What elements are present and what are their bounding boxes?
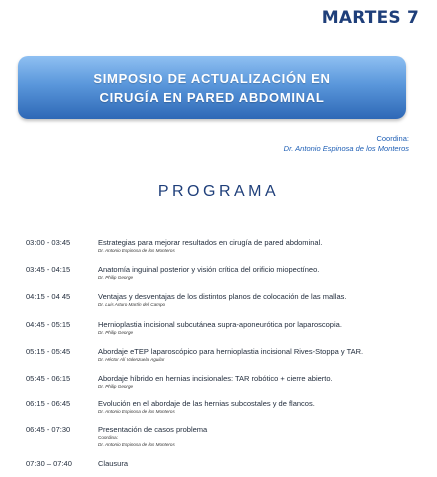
session-details xyxy=(98,320,418,337)
session-title: Anatomía inguinal posterior y visión crítica del orificio miopectíneo. xyxy=(98,265,320,274)
session-speaker: Dr. Philip George xyxy=(98,384,134,389)
symposium-banner xyxy=(18,56,406,119)
coordination-label: Coordina: xyxy=(376,134,409,143)
session-title: Clausura xyxy=(98,459,129,468)
session-time: 06:15 - 06:45 xyxy=(26,399,71,408)
session-title: Presentación de casos problema xyxy=(98,425,208,434)
banner-line-2: CIRUGÍA EN PARED ABDOMINAL xyxy=(99,89,325,105)
session-time: 03:00 - 03:45 xyxy=(26,238,71,247)
session-time: 04:15 - 04 45 xyxy=(26,292,71,301)
coordinator-name: Dr. Antonio Espinosa de los Monteros xyxy=(283,144,409,153)
session-time: 04:45 - 05:15 xyxy=(26,320,71,329)
session-title: Estrategias para mejorar resultados en cirugía de pared abdominal. xyxy=(98,238,323,247)
session-speaker: Dr. Philip George xyxy=(98,275,134,280)
day-title: MARTES 7 xyxy=(321,8,419,28)
session-speaker: Dr. Antonio Espinosa de los Monteros xyxy=(98,441,175,447)
session-details xyxy=(98,425,418,448)
coordination-block xyxy=(284,134,409,154)
session-title: Ventajas y desventajas de los distintos planos de colocación de las mallas. xyxy=(98,292,347,301)
session-details xyxy=(98,459,418,469)
session-title: Evolución en el abordaje de las hernias subcostales y de flancos. xyxy=(98,399,315,408)
session-speaker: Dr. Philip George xyxy=(98,330,134,335)
session-title: Hernioplastia incisional subcutánea supra-aponeurótica por laparoscopia. xyxy=(98,320,342,329)
session-time: 07:30 – 07:40 xyxy=(26,459,72,468)
session-details xyxy=(98,374,418,391)
session-speaker: Dr. Antonio Espinosa de los Monteros xyxy=(98,248,175,253)
session-time: 05:15 - 05:45 xyxy=(26,347,71,356)
session-details xyxy=(98,238,418,255)
session-details xyxy=(98,347,418,364)
session-time: 03:45 - 04:15 xyxy=(26,265,71,274)
session-title: Abordaje eTEP laparoscópico para hernioplastia incisional Rives-Stoppa y TAR. xyxy=(98,347,364,356)
session-time: 05:45 - 06:15 xyxy=(26,374,71,383)
session-details xyxy=(98,399,418,416)
session-speaker: Dr. Luis Arturo Martín del Campo xyxy=(98,302,166,307)
session-time: 06:45 - 07:30 xyxy=(26,425,71,434)
session-speaker: Dr. Antonio Espinosa de los Monteros xyxy=(98,409,175,414)
session-coordination-label: Coordina: xyxy=(98,435,118,440)
session-details xyxy=(98,265,418,282)
session-details xyxy=(98,292,418,309)
banner-line-1: SIMPOSIO DE ACTUALIZACIÓN EN xyxy=(93,70,331,86)
program-heading: PROGRAMA xyxy=(157,183,280,200)
session-title: Abordaje híbrido en hernias incisionales: TAR robótico + cierre abierto. xyxy=(98,374,333,383)
session-speaker: Dr. Héctor Alí Valenzuela Aguilar xyxy=(98,357,165,362)
